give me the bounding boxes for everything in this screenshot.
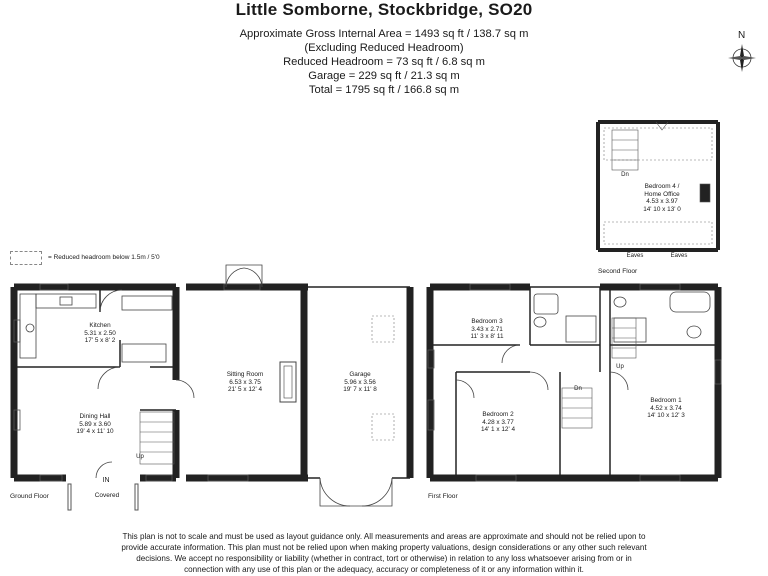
disclaimer-line-1: This plan is not to scale and must be used as layout guidance only. All measurements and areas are approximate and should not be relied upon to [122, 532, 646, 541]
covered-label: Covered [94, 492, 120, 499]
excluding-line: (Excluding Reduced Headroom) [304, 42, 464, 54]
property-title: Little Somborne, Stockbridge, SO20 [235, 0, 533, 19]
second-floor-dn-label: Dn [621, 172, 629, 178]
sitting-room-name: Sitting Room [226, 371, 264, 378]
garage-imperial: 19' 7 x 11' 8 [343, 386, 377, 394]
bedroom-2-name: Bedroom 2 [482, 411, 514, 418]
compass-label: N [738, 30, 746, 41]
bedroom-3-name: Bedroom 3 [471, 318, 503, 325]
disclaimer-line-3: decisions. We accept no responsibility or liability (whether in contract, tort or otherwise) in relation to any loss whatsoever arising from or in [136, 554, 632, 563]
bedroom-1-name: Bedroom 1 [650, 397, 682, 404]
bedroom-4-label [624, 183, 700, 213]
eaves-right-label: Eaves [670, 253, 688, 259]
kitchen-metric: 5.31 x 2.50 [84, 329, 116, 337]
bedroom-4-imperial: 14' 10 x 13' 0 [643, 205, 681, 213]
bedroom-2-label [463, 411, 533, 434]
dining-hall-name: Dining Hall [79, 413, 111, 420]
first-floor-up-label: Up [616, 364, 624, 370]
bedroom-4-metric: 4.53 x 3.97 [646, 198, 678, 206]
first-floor-dn-label: Dn [574, 386, 582, 392]
garage-label [320, 371, 400, 394]
sitting-room-label [200, 371, 290, 394]
garage-name: Garage [349, 371, 371, 378]
bedroom-1-metric: 4.52 x 3.74 [650, 404, 682, 412]
gross-area-line: Approximate Gross Internal Area = 1493 sq ft / 138.7 sq m [239, 28, 529, 40]
bedroom-4-name-2: Home Office [644, 190, 680, 198]
dining-hall-label [55, 413, 135, 436]
disclaimer [60, 531, 708, 575]
kitchen-name: Kitchen [89, 322, 111, 329]
bedroom-3-metric: 3.43 x 2.71 [471, 325, 503, 333]
reduced-headroom-line: Reduced Headroom = 73 sq ft / 6.8 sq m [283, 56, 485, 68]
total-area-line: Total = 1795 sq ft / 166.8 sq m [308, 84, 460, 96]
bedroom-1-label [628, 397, 704, 420]
entrance-in-label: IN [102, 477, 110, 484]
disclaimer-line-4: connection with any use of this plan or the adequacy, accuracy or completeness of it or any information within it. [184, 565, 584, 574]
disclaimer-line-2: provide accurate information. This plan must not be relied upon when making property valuations, design considerations or any other such relevant [121, 543, 647, 552]
eaves-left-label: Eaves [626, 253, 644, 259]
bedroom-2-metric: 4.28 x 3.77 [482, 418, 514, 426]
kitchen-label [60, 322, 140, 345]
sitting-room-metric: 6.53 x 3.75 [229, 378, 261, 386]
ground-up-label: Up [136, 454, 144, 460]
ground-floor-label: Ground Floor [10, 493, 49, 500]
bedroom-4-name-1: Bedroom 4 / [644, 183, 680, 190]
first-floor-label: First Floor [428, 493, 458, 500]
second-floor-label: Second Floor [598, 268, 638, 275]
bedroom-3-label [452, 318, 522, 341]
garage-metric: 5.96 x 3.56 [344, 378, 376, 386]
bedroom-1-imperial: 14' 10 x 12' 3 [647, 412, 685, 420]
dining-hall-metric: 5.89 x 3.60 [79, 420, 111, 428]
garage-area-line: Garage = 229 sq ft / 21.3 sq m [308, 70, 460, 82]
legend-text: = Reduced headroom below 1.5m / 5'0 [48, 254, 160, 261]
bedroom-3-imperial: 11' 3 x 8' 11 [470, 333, 504, 341]
bedroom-2-imperial: 14' 1 x 12' 4 [480, 426, 516, 434]
sitting-room-imperial: 21' 5 x 12' 4 [227, 386, 263, 394]
kitchen-imperial: 17' 5 x 8' 2 [84, 337, 116, 345]
dining-hall-imperial: 19' 4 x 11' 10 [76, 428, 114, 436]
